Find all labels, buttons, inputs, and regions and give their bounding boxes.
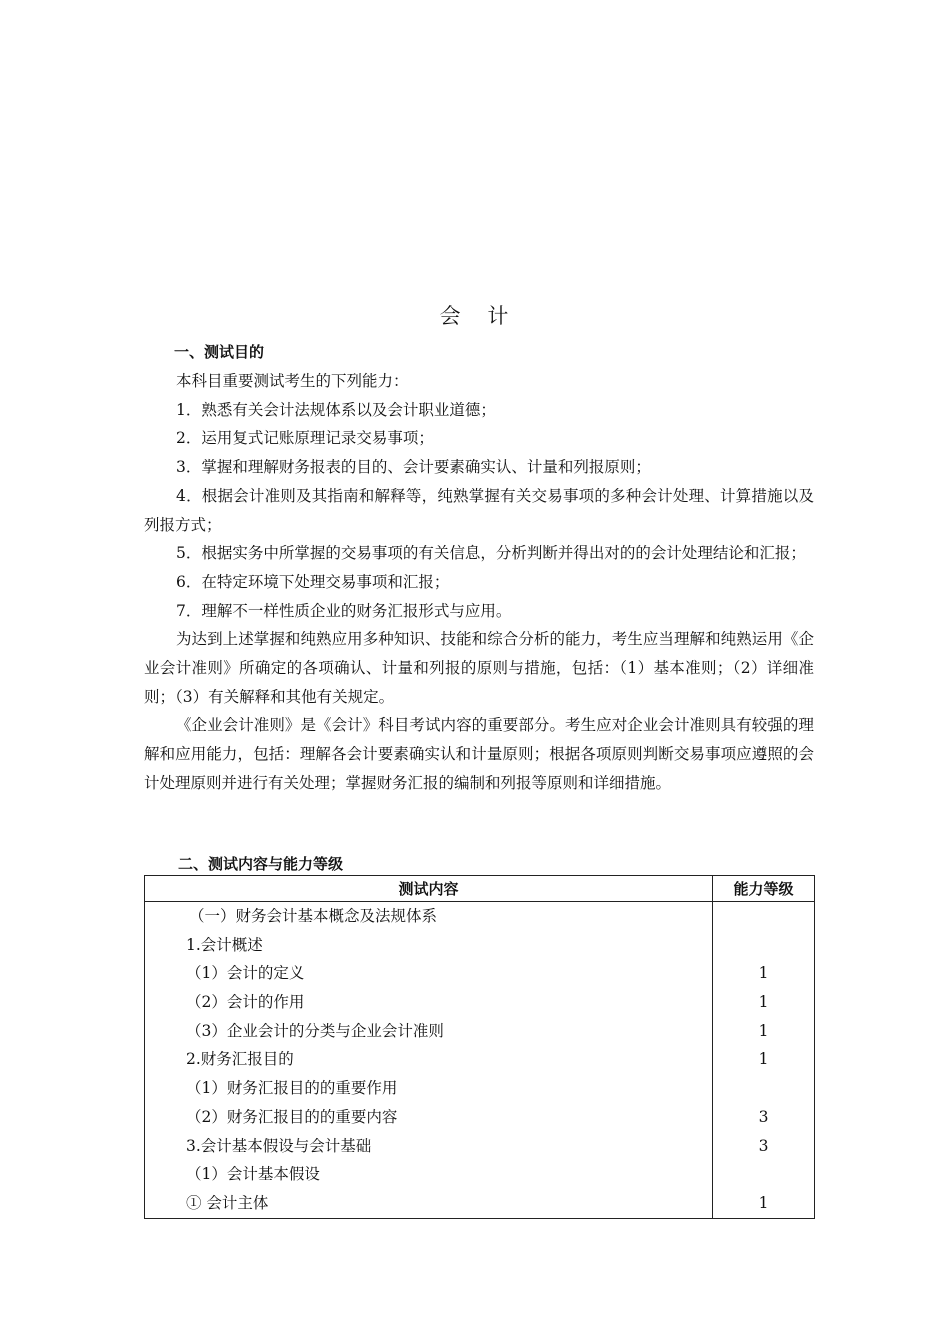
table-row-level <box>713 931 814 960</box>
paragraph: 4．根据会计准则及其指南和解释等，纯熟掌握有关交易事项的多种会计处理、计算措施以及列报方式； <box>144 486 814 534</box>
table-row-text: （2）财务汇报目的的重要内容 <box>186 1107 398 1126</box>
header-content: 测试内容 <box>145 876 713 902</box>
paragraph: 5．根据实务中所掌握的交易事项的有关信息，分析判断并得出对的的会计处理结论和汇报； <box>176 544 806 563</box>
table-row-level: 3 <box>758 1107 769 1126</box>
content-column <box>145 902 713 1219</box>
table-row-text: ① 会计主体 <box>186 1193 269 1212</box>
table-row-level: 1 <box>758 1193 769 1212</box>
table-row-text: （1）会计的定义 <box>186 964 305 983</box>
table-row-text: 2.财务汇报目的 <box>186 1050 294 1069</box>
purpose-body <box>144 367 814 798</box>
section-heading-content: 二、测试内容与能力等级 <box>178 855 344 873</box>
paragraph: 1．熟悉有关会计法规体系以及会计职业道德； <box>176 400 496 419</box>
table-row-level: 1 <box>758 1050 769 1069</box>
level-column <box>713 902 815 1219</box>
paragraph: 为达到上述掌握和纯熟应用多种知识、技能和综合分析的能力，考生应当理解和纯熟运用《企业会计准则》所确定的各项确认、计量和列报的原则与措施，包括：（1）基本准则；（2）详细准则；（3）有关解释和其他有关规定。 <box>144 630 814 706</box>
paragraph: 7．理解不一样性质企业的财务汇报形式与应用。 <box>176 601 512 620</box>
table-row-text: （1）会计基本假设 <box>186 1165 320 1184</box>
table-row-text: （2）会计的作用 <box>186 993 305 1012</box>
table-row-text: 1.会计概述 <box>186 935 263 954</box>
paragraph: 3．掌握和理解财务报表的目的、会计要素确实认、计量和列报原则； <box>176 458 651 477</box>
paragraph: 《企业会计准则》是《会计》科目考试内容的重要部分。考生应对企业会计准则具有较强的理解和应用能力，包括：理解各会计要素确实认和计量原则；根据各项原则判断交易事项应遵照的会计处理原则并进行有关处理；掌握财务汇报的编制和列报等原则和详细措施。 <box>144 716 814 792</box>
paragraph: 本科目重要测试考生的下列能力： <box>176 372 409 390</box>
table-row-level: 1 <box>758 1021 769 1040</box>
paragraph: 6．在特定环境下处理交易事项和汇报； <box>176 572 450 591</box>
table-row-level <box>713 902 814 931</box>
table-row-text: （3）企业会计的分类与企业会计准则 <box>186 1021 444 1040</box>
header-level: 能力等级 <box>713 876 815 902</box>
table-header-row <box>145 876 815 902</box>
table-row-text: 3.会计基本假设与会计基础 <box>186 1136 372 1155</box>
table-row-level <box>713 1160 814 1189</box>
paragraph: 2．运用复式记账原理记录交易事项； <box>176 429 434 448</box>
table-row-level: 3 <box>758 1136 769 1155</box>
table-row-text: （1）财务汇报目的的重要作用 <box>186 1079 398 1098</box>
section-heading-purpose: 一、测试目的 <box>174 343 265 361</box>
table-row-text: （一）财务会计基本概念及法规体系 <box>189 907 438 925</box>
content-level-table <box>144 875 815 1219</box>
table-row-level <box>713 1074 814 1103</box>
table-row-level: 1 <box>758 964 769 983</box>
document-title: 会 计 <box>439 304 519 328</box>
table-row-level: 1 <box>758 993 769 1012</box>
